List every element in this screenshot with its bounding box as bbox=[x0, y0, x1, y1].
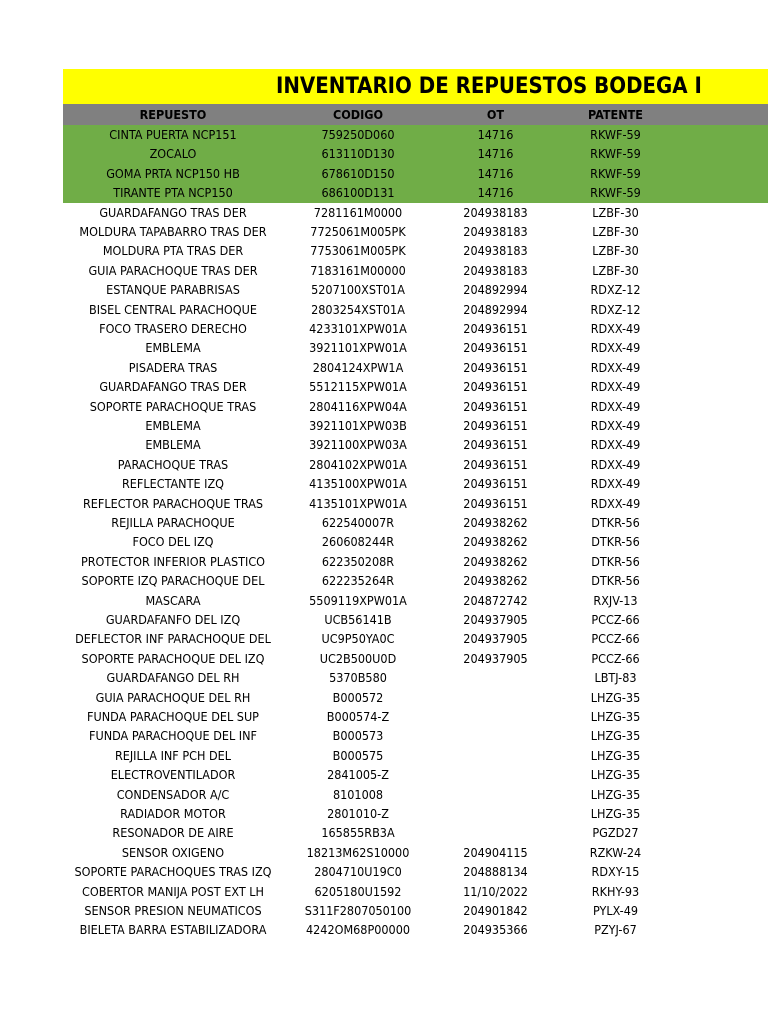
header-row bbox=[63, 104, 768, 125]
cell-repuesto[interactable]: SOPORTE IZQ PARACHOQUE DEL bbox=[81, 573, 265, 589]
cell-codigo[interactable]: 622235264R bbox=[321, 573, 395, 589]
cell-codigo[interactable]: UC9P50YA0C bbox=[321, 631, 395, 647]
table-row bbox=[63, 629, 768, 648]
cell-patente[interactable]: PCCZ-66 bbox=[591, 631, 640, 647]
table-row bbox=[63, 843, 768, 862]
cell-patente[interactable]: LHZG-35 bbox=[590, 786, 641, 802]
cell-codigo[interactable]: B000572 bbox=[332, 689, 384, 705]
cell-ot[interactable]: 204938183 bbox=[463, 262, 528, 278]
cell-patente[interactable]: PZYJ-67 bbox=[594, 922, 637, 938]
cell-patente[interactable]: RDXX-49 bbox=[590, 321, 641, 336]
cell-repuesto[interactable]: GUARDAFANGO TRAS DER bbox=[99, 204, 247, 220]
cell-patente[interactable]: RKWF-59 bbox=[590, 185, 641, 201]
cell-ot[interactable]: 204936151 bbox=[463, 359, 528, 375]
table-row bbox=[63, 416, 768, 435]
cell-codigo[interactable]: 2804116XPW04A bbox=[309, 398, 407, 414]
cell-patente[interactable]: LHZG-35 bbox=[590, 747, 641, 763]
table-row bbox=[63, 261, 768, 280]
cell-repuesto[interactable]: REFLECTANTE IZQ bbox=[121, 476, 224, 492]
cell-patente[interactable]: RDXX-49 bbox=[590, 495, 641, 511]
cell-patente[interactable]: LHZG-35 bbox=[590, 728, 641, 744]
cell-patente[interactable]: RDXZ-12 bbox=[590, 282, 641, 298]
table-row bbox=[63, 358, 768, 377]
cell-codigo[interactable]: 2801010-Z bbox=[327, 806, 389, 821]
cell-patente[interactable]: LHZG-35 bbox=[590, 709, 641, 724]
cell-repuesto[interactable]: PROTECTOR INFERIOR PLASTICO bbox=[80, 553, 266, 569]
cell-codigo[interactable]: 2804102XPW01A bbox=[309, 456, 407, 472]
cell-repuesto[interactable]: FUNDA PARACHOQUE DEL SUP bbox=[87, 709, 259, 724]
cell-codigo[interactable]: UC2B500U0D bbox=[319, 650, 397, 666]
table-row bbox=[63, 474, 768, 493]
cell-codigo[interactable]: 4135101XPW01A bbox=[309, 495, 407, 511]
table-row bbox=[63, 746, 768, 765]
table-row bbox=[63, 920, 768, 939]
cell-patente[interactable]: RKWF-59 bbox=[590, 127, 641, 142]
cell-patente[interactable]: DTKR-56 bbox=[591, 573, 640, 589]
cell-repuesto[interactable]: GUARDAFANGO DEL RH bbox=[106, 670, 240, 686]
cell-patente[interactable]: DTKR-56 bbox=[591, 553, 640, 569]
cell-ot[interactable]: 204938262 bbox=[463, 534, 528, 550]
cell-ot[interactable]: 204936151 bbox=[463, 379, 528, 395]
table-row bbox=[63, 901, 768, 920]
cell-codigo[interactable]: 2841005-Z bbox=[327, 767, 389, 783]
cell-ot[interactable]: 204936151 bbox=[463, 437, 528, 453]
cell-repuesto[interactable]: GOMA PRTA NCP150 HB bbox=[106, 165, 240, 181]
table-row bbox=[63, 319, 768, 338]
cell-patente[interactable]: RXJV-13 bbox=[593, 592, 638, 608]
cell-codigo[interactable]: 4135100XPW01A bbox=[309, 476, 407, 492]
cell-patente[interactable]: LZBF-30 bbox=[592, 204, 639, 220]
cell-patente[interactable]: RDXX-49 bbox=[590, 418, 641, 433]
table-row bbox=[63, 494, 768, 513]
cell-codigo[interactable]: 3921101XPW03B bbox=[309, 418, 407, 433]
cell-ot[interactable]: 204936151 bbox=[463, 456, 528, 472]
cell-repuesto[interactable]: PISADERA TRAS bbox=[128, 359, 218, 375]
cell-patente[interactable]: LZBF-30 bbox=[592, 262, 639, 278]
cell-patente[interactable]: RDXY-15 bbox=[591, 864, 640, 880]
header-codigo[interactable]: CODIGO bbox=[332, 107, 384, 122]
cell-codigo[interactable]: 5512115XPW01A bbox=[309, 379, 407, 395]
table-row bbox=[63, 125, 768, 144]
cell-codigo[interactable]: 686100D131 bbox=[321, 185, 395, 201]
cell-codigo[interactable]: 678610D150 bbox=[321, 165, 395, 181]
cell-codigo[interactable]: 8101008 bbox=[332, 786, 384, 802]
table-row bbox=[63, 591, 768, 610]
cell-patente[interactable]: LZBF-30 bbox=[592, 224, 639, 239]
cell-ot[interactable]: 204936151 bbox=[463, 398, 528, 414]
cell-ot[interactable]: 204937905 bbox=[463, 650, 528, 666]
cell-repuesto[interactable]: TIRANTE PTA NCP150 bbox=[113, 185, 233, 201]
cell-patente[interactable]: LHZG-35 bbox=[590, 806, 641, 821]
cell-repuesto[interactable]: CONDENSADOR A/C bbox=[116, 786, 230, 802]
cell-codigo[interactable]: 2804124XPW1A bbox=[312, 359, 404, 375]
table-row bbox=[63, 726, 768, 745]
cell-ot[interactable]: 204938262 bbox=[463, 573, 528, 589]
cell-patente[interactable]: PCCZ-66 bbox=[591, 612, 640, 627]
cell-repuesto[interactable]: FOCO DEL IZQ bbox=[132, 534, 214, 550]
table-row bbox=[63, 688, 768, 707]
table-row bbox=[63, 164, 768, 183]
cell-patente[interactable]: PYLX-49 bbox=[592, 903, 639, 918]
table-row bbox=[63, 222, 768, 241]
cell-codigo[interactable]: 165855RB3A bbox=[321, 825, 395, 841]
cell-repuesto[interactable]: DEFLECTOR INF PARACHOQUE DEL bbox=[75, 631, 271, 647]
cell-patente[interactable]: RDXX-49 bbox=[590, 476, 641, 492]
cell-patente[interactable]: LHZG-35 bbox=[590, 767, 641, 783]
cell-ot[interactable]: 204872742 bbox=[463, 592, 528, 608]
cell-repuesto[interactable]: REFLECTOR PARACHOQUE TRAS bbox=[82, 495, 264, 511]
cell-ot[interactable]: 204937905 bbox=[463, 612, 528, 627]
cell-codigo[interactable]: 5509119XPW01A bbox=[309, 592, 407, 608]
table-row bbox=[63, 668, 768, 687]
cell-patente[interactable]: LZBF-30 bbox=[592, 243, 639, 259]
cell-repuesto[interactable]: SENSOR PRESION NEUMATICOS bbox=[84, 903, 262, 918]
cell-codigo[interactable]: 7725061M005PK bbox=[310, 224, 406, 239]
cell-ot[interactable]: 204938183 bbox=[463, 204, 528, 220]
cell-repuesto[interactable]: REJILLA PARACHOQUE bbox=[111, 515, 235, 530]
cell-codigo[interactable]: 7183161M00000 bbox=[310, 262, 406, 278]
cell-repuesto[interactable]: RADIADOR MOTOR bbox=[120, 806, 226, 821]
cell-repuesto[interactable]: MOLDURA PTA TRAS DER bbox=[102, 243, 244, 259]
table-row bbox=[63, 765, 768, 784]
cell-repuesto[interactable]: FOCO TRASERO DERECHO bbox=[99, 321, 247, 336]
cell-patente[interactable]: RDXX-49 bbox=[590, 456, 641, 472]
cell-codigo[interactable]: 622350208R bbox=[321, 553, 395, 569]
cell-codigo[interactable]: 613110D130 bbox=[321, 146, 395, 162]
table-row bbox=[63, 397, 768, 416]
table-row bbox=[63, 144, 768, 163]
table-row bbox=[63, 882, 768, 901]
sheet-title: INVENTARIO DE REPUESTOS BODEGA I bbox=[276, 74, 702, 99]
cell-ot[interactable]: 14716 bbox=[477, 165, 514, 181]
cell-patente[interactable]: LHZG-35 bbox=[590, 689, 641, 705]
table-row bbox=[63, 338, 768, 357]
cell-patente[interactable]: RZKW-24 bbox=[589, 844, 642, 860]
table-row bbox=[63, 435, 768, 454]
cell-repuesto[interactable]: ESTANQUE PARABRISAS bbox=[106, 282, 240, 298]
table-row bbox=[63, 183, 768, 202]
cell-repuesto[interactable]: CINTA PUERTA NCP151 bbox=[109, 127, 237, 142]
cell-codigo[interactable]: 6205180U1592 bbox=[314, 883, 402, 899]
cell-ot[interactable]: 204904115 bbox=[463, 844, 528, 860]
cell-codigo[interactable]: S311F2807050100 bbox=[304, 903, 412, 918]
cell-ot[interactable]: 204938183 bbox=[463, 224, 528, 239]
cell-ot[interactable]: 11/10/2022 bbox=[463, 883, 528, 899]
cell-repuesto[interactable]: BISEL CENTRAL PARACHOQUE bbox=[89, 301, 257, 317]
cell-ot[interactable]: 204901842 bbox=[463, 903, 528, 918]
cell-codigo[interactable]: 622540007R bbox=[321, 515, 395, 530]
cell-repuesto[interactable]: BIELETA BARRA ESTABILIZADORA bbox=[79, 922, 267, 938]
cell-codigo[interactable]: 18213M62S10000 bbox=[306, 844, 410, 860]
cell-patente[interactable]: PGZD27 bbox=[592, 825, 639, 841]
cell-patente[interactable]: RDXX-49 bbox=[590, 379, 641, 395]
cell-repuesto[interactable]: GUARDAFANFO DEL IZQ bbox=[105, 612, 241, 627]
cell-ot[interactable]: 14716 bbox=[477, 146, 514, 162]
cell-ot[interactable]: 204936151 bbox=[463, 340, 528, 356]
cell-repuesto[interactable]: EMBLEMA bbox=[145, 437, 201, 453]
cell-patente[interactable]: RDXX-49 bbox=[590, 398, 641, 414]
cell-ot[interactable]: 204938262 bbox=[463, 515, 528, 530]
cell-repuesto[interactable]: SOPORTE PARACHOQUE TRAS bbox=[89, 398, 257, 414]
cell-repuesto[interactable]: GUIA PARACHOQUE TRAS DER bbox=[88, 262, 258, 278]
header-ot[interactable]: OT bbox=[486, 107, 505, 122]
cell-repuesto[interactable]: GUARDAFANGO TRAS DER bbox=[99, 379, 247, 395]
cell-ot[interactable]: 204937905 bbox=[463, 631, 528, 647]
cell-repuesto[interactable]: MASCARA bbox=[145, 592, 201, 608]
cell-patente[interactable]: RDXX-49 bbox=[590, 340, 641, 356]
table-row bbox=[63, 241, 768, 260]
cell-codigo[interactable]: 4242OM68P00000 bbox=[305, 922, 411, 938]
table-row bbox=[63, 203, 768, 222]
cell-codigo[interactable]: 4233101XPW01A bbox=[309, 321, 407, 336]
table-row bbox=[63, 455, 768, 474]
cell-patente[interactable]: RDXZ-12 bbox=[590, 301, 641, 317]
cell-repuesto[interactable]: GUIA PARACHOQUE DEL RH bbox=[95, 689, 251, 705]
cell-codigo[interactable]: 5370B580 bbox=[329, 670, 387, 686]
table-row bbox=[63, 571, 768, 590]
table-row bbox=[63, 552, 768, 571]
cell-ot[interactable]: 204938262 bbox=[463, 553, 528, 569]
cell-ot[interactable]: 204935366 bbox=[463, 922, 528, 938]
table-row bbox=[63, 862, 768, 881]
table-row bbox=[63, 610, 768, 629]
cell-codigo[interactable]: 7753061M005PK bbox=[310, 243, 406, 259]
cell-ot[interactable]: 204936151 bbox=[463, 476, 528, 492]
cell-repuesto[interactable]: FUNDA PARACHOQUE DEL INF bbox=[89, 728, 257, 744]
cell-ot[interactable]: 204892994 bbox=[463, 282, 528, 298]
table-row bbox=[63, 785, 768, 804]
cell-repuesto[interactable]: ELECTROVENTILADOR bbox=[110, 767, 236, 783]
cell-repuesto[interactable]: COBERTOR MANIJA POST EXT LH bbox=[82, 883, 264, 899]
cell-patente[interactable]: LBTJ-83 bbox=[594, 670, 637, 686]
cell-ot[interactable]: 204936151 bbox=[463, 321, 528, 336]
cell-repuesto[interactable]: EMBLEMA bbox=[145, 340, 201, 356]
cell-patente[interactable]: RDXX-49 bbox=[590, 359, 641, 375]
cell-repuesto[interactable]: ZOCALO bbox=[149, 146, 197, 162]
cell-ot[interactable]: 14716 bbox=[477, 185, 514, 201]
cell-patente[interactable]: PCCZ-66 bbox=[591, 650, 640, 666]
cell-repuesto[interactable]: RESONADOR DE AIRE bbox=[112, 825, 234, 841]
cell-repuesto[interactable]: MOLDURA TAPABARRO TRAS DER bbox=[79, 224, 267, 239]
table-row bbox=[63, 280, 768, 299]
header-repuesto[interactable]: REPUESTO bbox=[139, 107, 207, 122]
table-row bbox=[63, 707, 768, 726]
cell-repuesto[interactable]: REJILLA INF PCH DEL bbox=[114, 747, 232, 763]
cell-repuesto[interactable]: SENSOR OXIGENO bbox=[121, 844, 225, 860]
table-row bbox=[63, 804, 768, 823]
table-row bbox=[63, 513, 768, 532]
cell-ot[interactable]: 204936151 bbox=[463, 418, 528, 433]
cell-ot[interactable]: 204892994 bbox=[463, 301, 528, 317]
cell-codigo[interactable]: B000575 bbox=[332, 747, 384, 763]
table-row bbox=[63, 823, 768, 842]
cell-codigo[interactable]: 7281161M0000 bbox=[313, 204, 403, 220]
cell-codigo[interactable]: 5207100XST01A bbox=[311, 282, 405, 298]
table-row bbox=[63, 300, 768, 319]
cell-codigo[interactable]: UCB56141B bbox=[324, 612, 392, 627]
cell-patente[interactable]: DTKR-56 bbox=[591, 534, 640, 550]
cell-codigo[interactable]: 3921100XPW03A bbox=[309, 437, 407, 453]
cell-ot[interactable]: 14716 bbox=[477, 127, 514, 142]
cell-codigo[interactable]: B000574-Z bbox=[326, 709, 390, 724]
cell-patente[interactable]: RKWF-59 bbox=[590, 165, 641, 181]
cell-ot[interactable]: 204938183 bbox=[463, 243, 528, 259]
cell-ot[interactable]: 204888134 bbox=[463, 864, 528, 880]
cell-patente[interactable]: RKHY-93 bbox=[591, 883, 640, 899]
cell-patente[interactable]: RKWF-59 bbox=[590, 146, 641, 162]
cell-codigo[interactable]: 759250D060 bbox=[321, 127, 395, 142]
cell-codigo[interactable]: 2804710U19C0 bbox=[314, 864, 402, 880]
title-bar bbox=[63, 69, 768, 104]
header-patente[interactable]: PATENTE bbox=[588, 107, 643, 122]
cell-patente[interactable]: DTKR-56 bbox=[591, 515, 640, 530]
cell-repuesto[interactable]: SOPORTE PARACHOQUE DEL IZQ bbox=[81, 650, 265, 666]
cell-patente[interactable]: RDXX-49 bbox=[590, 437, 641, 453]
table-row bbox=[63, 377, 768, 396]
cell-codigo[interactable]: 260608244R bbox=[321, 534, 395, 550]
cell-repuesto[interactable]: SOPORTE PARACHOQUES TRAS IZQ bbox=[74, 864, 272, 880]
cell-ot[interactable]: 204936151 bbox=[463, 495, 528, 511]
cell-repuesto[interactable]: PARACHOQUE TRAS bbox=[117, 456, 229, 472]
table-row bbox=[63, 649, 768, 668]
cell-codigo[interactable]: 3921101XPW01A bbox=[309, 340, 407, 356]
cell-codigo[interactable]: 2803254XST01A bbox=[311, 301, 405, 317]
table-row bbox=[63, 532, 768, 551]
cell-repuesto[interactable]: EMBLEMA bbox=[145, 418, 201, 433]
cell-codigo[interactable]: B000573 bbox=[332, 728, 384, 744]
